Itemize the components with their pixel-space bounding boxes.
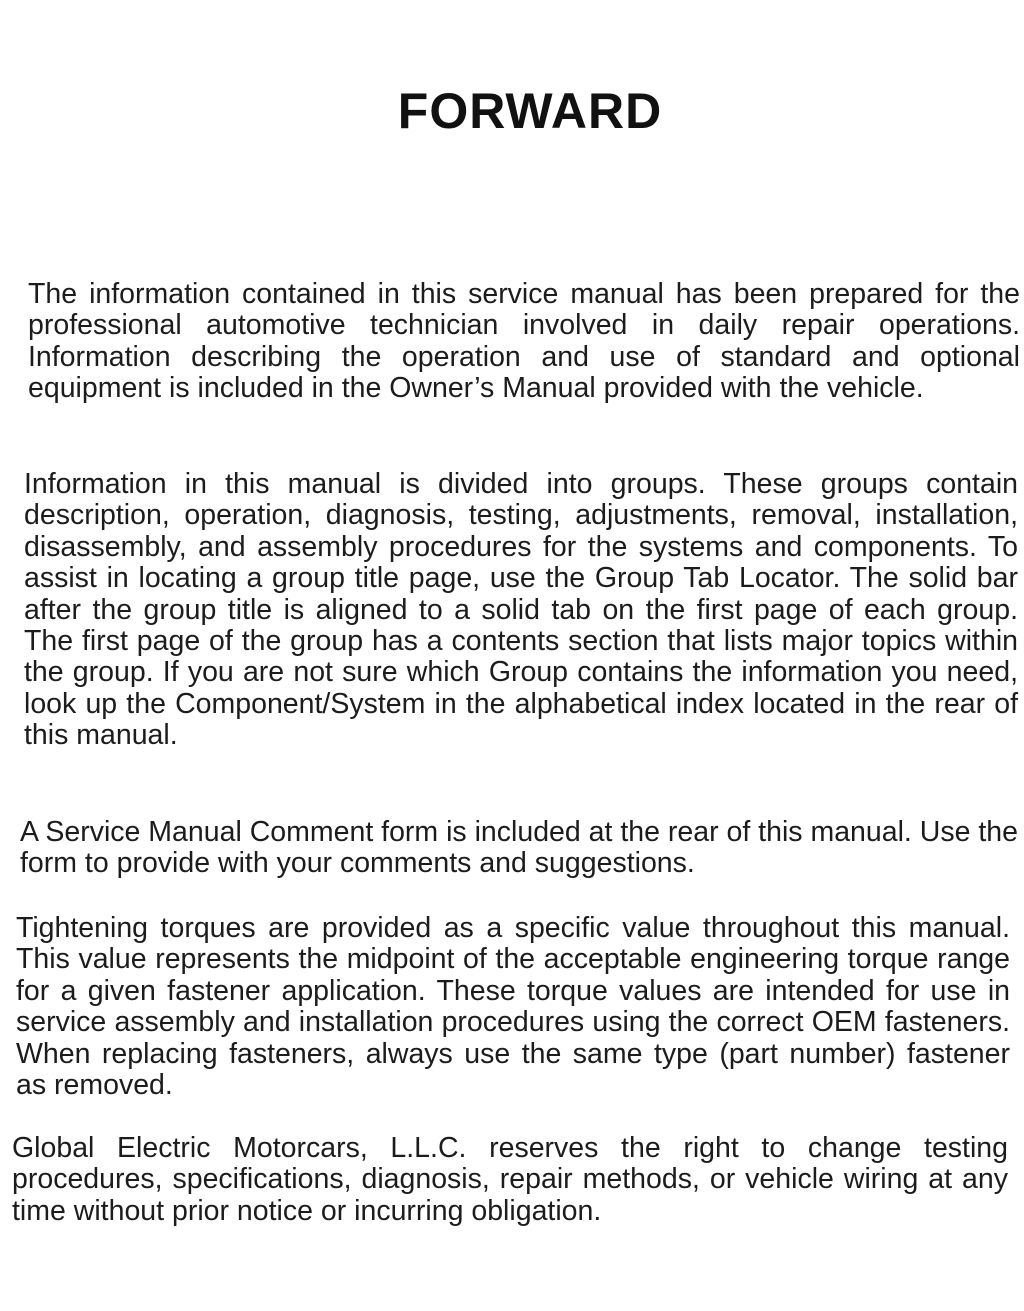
paragraph-torques: Tightening torques are provided as a specific value throughout this manual. This value represents the midpoint of the acceptable engineering torque range for a given fastener application. These torque values are intended for use in service assembly and installation procedures using the correct OEM fasteners. When replacing fasteners, always use the same type (part number) fastener as removed.: [16, 912, 1010, 1102]
paragraph-comment-form: A Service Manual Comment form is included at the rear of this manual. Use the form to provide with your comments and suggestions.: [20, 816, 1018, 880]
paragraph-intro: The information contained in this service manual has been prepared for the professional automotive technician involved in daily repair operations. Information describing the operation and use of standard and optional equipment is included in the Owner’s Manual provided with the vehicle.: [28, 278, 1020, 405]
page-title: FORWARD: [397, 83, 663, 139]
paragraph-groups: Information in this manual is divided into groups. These groups contain description, operation, diagnosis, testing, adjustments, removal, installation, disassembly, and assembly procedures for the systems and components. To assist in locating a group title page, use the Group Tab Locator. The solid bar after the group title is aligned to a solid tab on the first page of each group. The first page of the group has a contents section that lists major topics within the group. If you are not sure which Group contains the information you need, look up the Component/System in the alphabetical index located in the rear of this manual.: [24, 468, 1018, 752]
paragraph-disclaimer: Global Electric Motorcars, L.L.C. reserves the right to change testing procedures, specifications, diagnosis, repair methods, or vehicle wiring at any time without prior notice or incurring obligation.: [12, 1132, 1008, 1227]
